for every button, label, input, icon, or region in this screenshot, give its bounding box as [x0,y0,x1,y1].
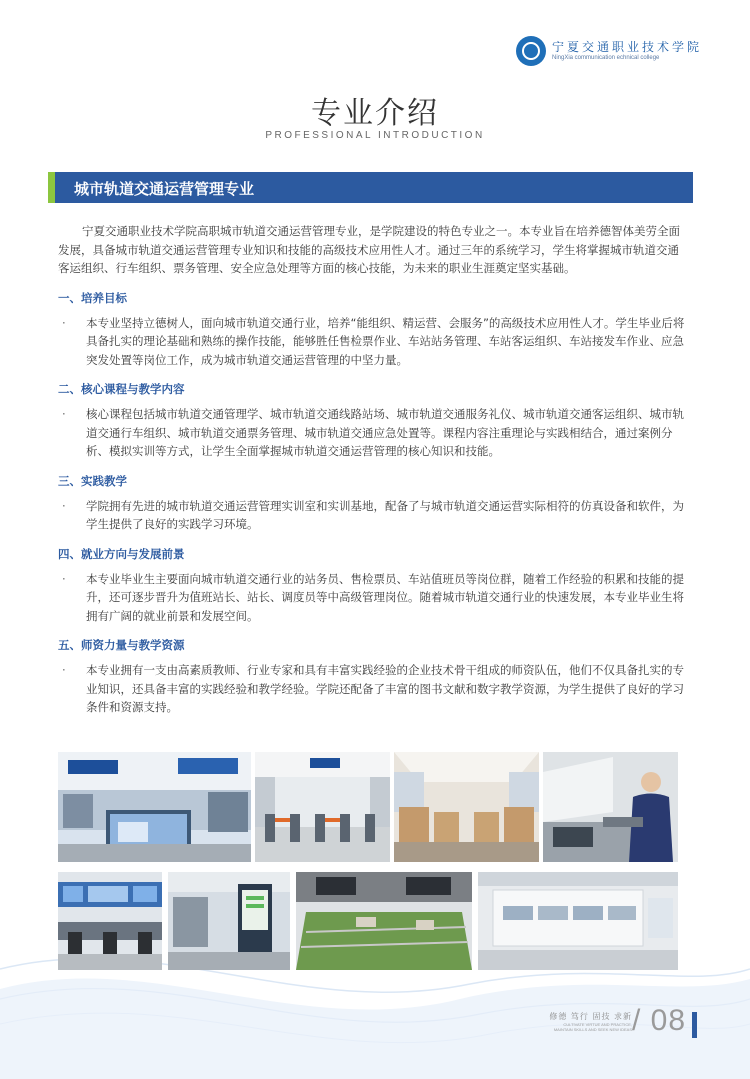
logo-english-name: NingXia communication echnical college [551,54,660,61]
logo-chinese-name: 宁夏交通职业技术学院 [551,39,702,54]
page-subtitle: PROFESSIONAL INTRODUCTION [265,130,485,141]
heading-faculty: 五、师资力量与教学资源 [58,638,185,652]
list-item [58,497,690,534]
college-logo [516,34,702,68]
item-text: 学院拥有先进的城市轨道交通运营管理实训室和实训基地，配备了与城市轨道交通运营实际相符的仿真设备和软件，为学生提供了良好的实践学习环境。 [86,498,684,531]
page-title: 专业介绍 [311,96,439,131]
item-text: 本专业拥有一支由高素质教师、行业专家和具有丰富实践经验的企业技术骨干组成的师资队伍，他们不仅具备扎实的专业知识，还具备丰富的实践经验和教学经验。学院还配备了丰富的图书文献和数字教学资源，为学生提供了良好的学习条件和资源支持。 [86,663,684,714]
photo-control-center [58,872,162,970]
college-emblem-icon [516,36,546,66]
article-body [58,222,690,717]
heading-employment: 四、就业方向与发展前景 [58,546,185,561]
banner-accent-bar [48,172,55,203]
section-banner [48,172,693,203]
photo-railway-sand-table [296,872,472,970]
photo-exhibition-hall [478,872,678,970]
slogan-english-line2: MAINTAIN SKILLS AND SEEK NEW IDEAS [553,1027,632,1032]
photo-ticket-training-room [58,752,251,862]
list-item [58,661,690,717]
page-number: / 08 [632,1004,687,1037]
section-title: 城市轨道交通运营管理专业 [74,180,255,198]
list-item [58,570,690,626]
photo-station-gates [255,752,390,862]
heading-practice-teaching: 三、实践教学 [58,473,127,488]
bullet: · [62,315,66,330]
slogan-english-line1: CULTIVATE VIRTUE AND PRACTICE, [563,1022,632,1027]
bullet: · [62,571,66,586]
photo-ticket-machine [168,872,290,970]
bullet: · [62,663,66,677]
item-text: 核心课程包括城市轨道交通管理学、城市轨道交通线路站场、城市轨道交通服务礼仪、城市轨道交通客运组织、城市轨道交通行车组织、城市轨道交通票务管理、城市轨道交通应急处置等。课程内容注重理论与实践相结合，通过案例分析、模拟实训等方式，让学生全面掌握城市轨道交通运营管理的核心知识和技能。 [86,407,684,458]
item-text: 本专业坚持立德树人，面向城市轨道交通行业，培养“能组织、精运营、会服务”的高级技术应用性人才。学生毕业后将具备扎实的理论基础和熟练的操作技能，能够胜任售检票作业、车站站务管理、车站客运组织、车站接发车作业、应急突发处置等岗位工作，成为城市轨道交通运营管理的中坚力量。 [86,315,685,367]
bullet: · [62,498,66,513]
heading-training-goals: 一、培养目标 [58,290,127,305]
footer-slogan [540,1011,632,1032]
photo-train-cabin [394,752,539,862]
photo-train-driver-simulator [543,752,678,862]
heading-core-courses: 二、核心课程与教学内容 [58,382,185,396]
slogan-chinese: 修德 笃行 固技 求新 [549,1012,632,1021]
item-text: 本专业毕业生主要面向城市轨道交通行业的站务员、售检票员、车站值班员等岗位群，随着工作经验的积累和技能的提升，还可逐步晋升为值班站长、站长、调度员等中高级管理岗位。随着城市轨道交通行业的快速发展，本专业毕业生将拥有广阔的就业前景和发展空间。 [86,571,684,623]
list-item [58,405,690,461]
intro-paragraph: 宁夏交通职业技术学院高职城市轨道交通运营管理专业，是学院建设的特色专业之一。本专业旨在培养德智体美劳全面发展，具备城市轨道交通运营管理专业知识和技能的高级技术应用性人才。通过三年的系统学习，学生将掌握城市轨道交通客运组织、行车组织、票务管理、安全应急处理等方面的核心技能，为未来的职业生涯奠定坚实基础。 [58,224,680,275]
bullet: · [62,407,66,421]
list-item [58,314,690,370]
page-number-accent-bar [692,1012,697,1038]
